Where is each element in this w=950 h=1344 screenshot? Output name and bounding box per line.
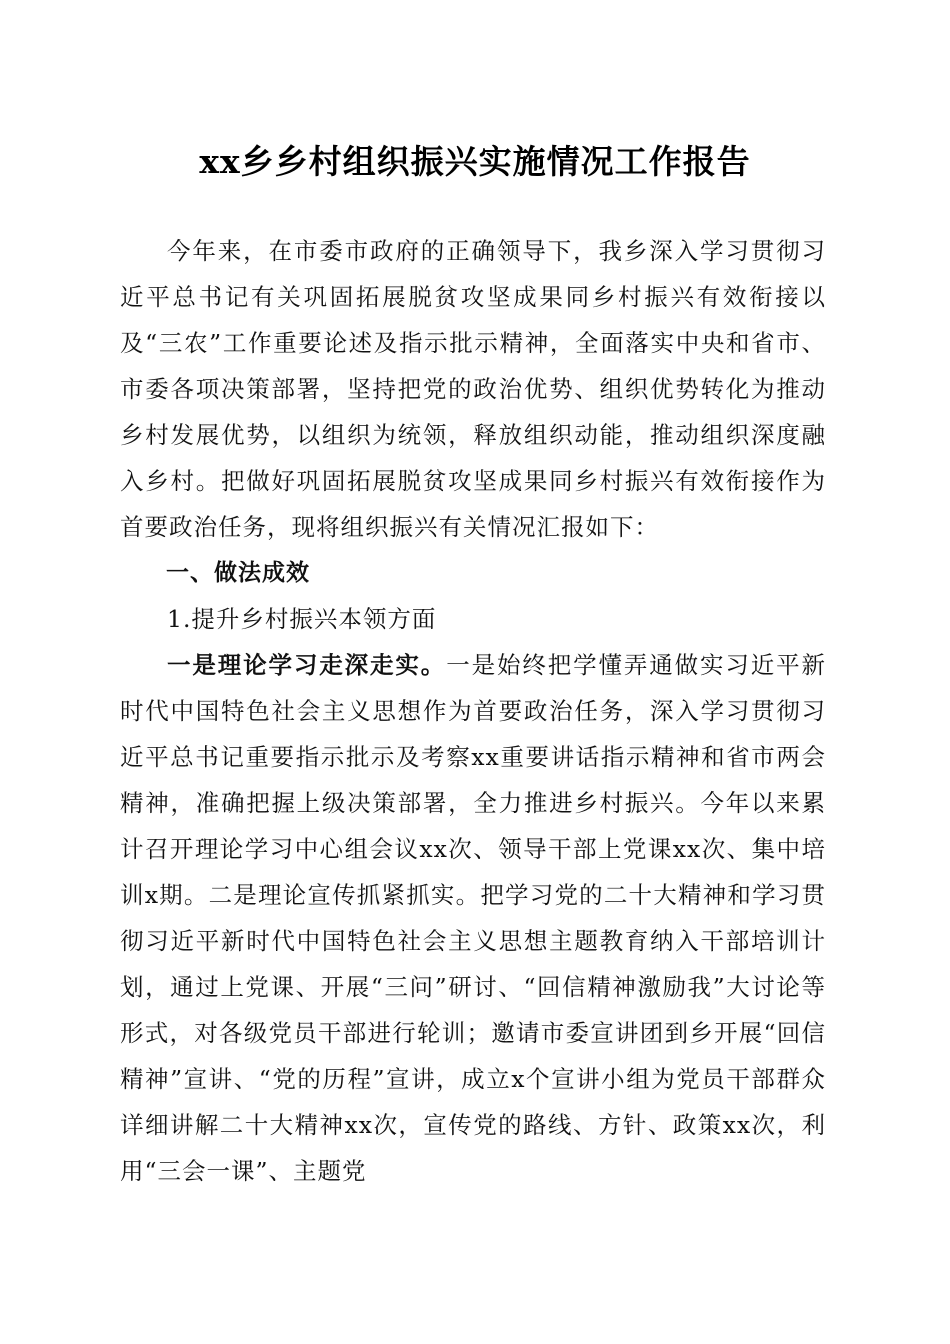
section-heading: 一、做法成效 <box>166 560 310 586</box>
subsection-heading: 1.提升乡村振兴本领方面 <box>167 605 437 633</box>
paragraph-lead: 一是理论学习走深走实。 <box>167 651 447 679</box>
document-title: xx乡乡村组织振兴实施情况工作报告 <box>199 142 751 181</box>
document-body <box>120 228 826 1194</box>
body-paragraph <box>120 642 826 1194</box>
intro-paragraph: 今年来，在市委市政府的正确领导下，我乡深入学习贯彻习近平总书记有关巩固拓展脱贫攻坚成果同乡村振兴有效衔接以及“三农”工作重要论述及指示批示精神，全面落实中央和省市、市委各项决策部署，坚持把党的政治优势、组织优势转化为推动乡村发展优势，以组织为统领，释放组织动能，推动组织深度融入乡村。把做好巩固拓展脱贫攻坚成果同乡村振兴有效衔接作为首要政治任务，现将组织振兴有关情况汇报如下： <box>120 237 826 541</box>
paragraph-text: 一是始终把学懂弄通做实习近平新时代中国特色社会主义思想作为首要政治任务，深入学习贯彻习近平总书记重要指示批示及考察xx重要讲话指示精神和省市两会精神，准确把握上级决策部署，全力推进乡村振兴。今年以来累计召开理论学习中心组会议xx次、领导干部上党课xx次、集中培训x期。二是理论宣传抓紧抓实。把学习党的二十大精神和学习贯彻习近平新时代中国特色社会主义思想主题教育纳入干部培训计划，通过上党课、开展“三问”研讨、“回信精神激励我”大讨论等形式，对各级党员干部进行轮训；邀请市委宣讲团到乡开展“回信精神”宣讲、“党的历程”宣讲，成立x个宣讲小组为党员干部群众详细讲解二十大精神xx次，宣传党的路线、方针、政策xx次，利用“三会一课”、主题党 <box>120 651 827 1185</box>
